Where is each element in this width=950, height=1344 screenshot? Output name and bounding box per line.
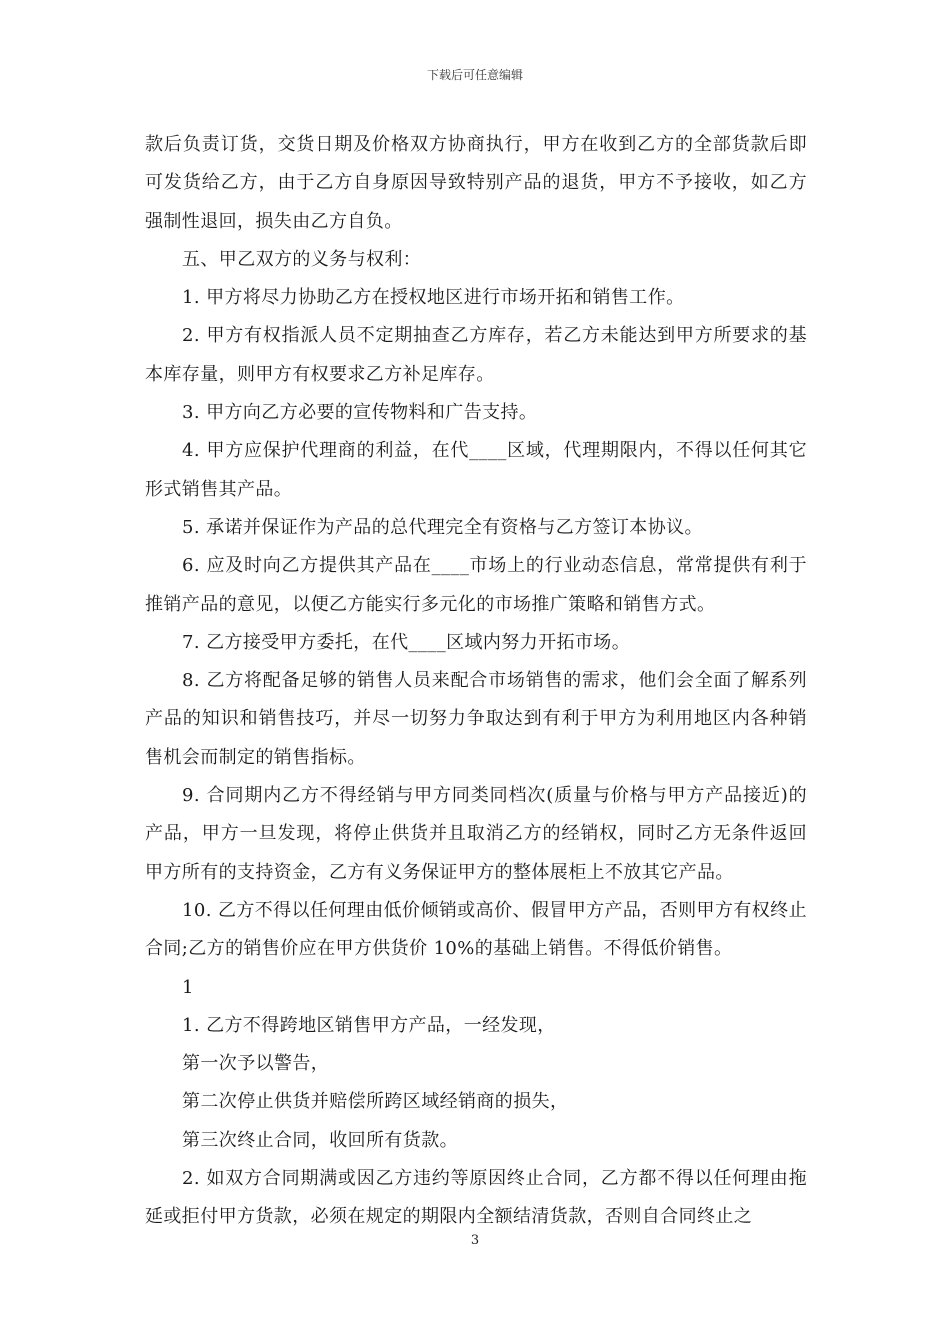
paragraph: 7. 乙方接受甲方委托，在代____区域内努力开拓市场。 <box>182 631 631 653</box>
page-number: 3 <box>470 1233 480 1248</box>
paragraph: 3. 甲方向乙方必要的宣传物料和广告支持。 <box>182 402 538 424</box>
paragraph: 2. 如双方合同期满或因乙方违约等原因终止合同，乙方都不得以任何理由拖延或拒付甲方货款，必须在规定的期限内全额结清货款，否则自合同终止之 <box>145 1168 807 1228</box>
paragraph: 4. 甲方应保护代理商的利益，在代____区域，代理期限内，不得以任何其它形式销售其产品。 <box>145 440 807 500</box>
document-body <box>145 126 807 1237</box>
page-header: 下载后可任意编辑 <box>426 68 523 82</box>
paragraph: 2. 甲方有权指派人员不定期抽查乙方库存，若乙方未能达到甲方所要求的基本库存量，则甲方有权要求乙方补足库存。 <box>145 325 807 385</box>
paragraph: 8. 乙方将配备足够的销售人员来配合市场销售的需求，他们会全面了解系列产品的知识和销售技巧，并尽一切努力争取达到有利于甲方为利用地区内各种销售机会而制定的销售指标。 <box>145 670 807 768</box>
paragraph-continuation: 款后负责订货，交货日期及价格双方协商执行，甲方在收到乙方的全部货款后即可发货给乙方，由于乙方自身原因导致特别产品的退货，甲方不予接收，如乙方强制性退回，损失由乙方自负。 <box>145 134 807 232</box>
section-heading: 五、甲乙双方的义务与权利： <box>182 248 422 270</box>
paragraph: 第二次停止供货并赔偿所跨区域经销商的损失， <box>182 1091 569 1113</box>
paragraph: 10. 乙方不得以任何理由低价倾销或高价、假冒甲方产品，否则甲方有权终止合同;乙方的销售价应在甲方供货价 10%的基础上销售。不得低价销售。 <box>145 899 807 960</box>
paragraph: 5. 承诺并保证作为产品的总代理完全有资格与乙方签订本协议。 <box>182 516 703 538</box>
paragraph: 9. 合同期内乙方不得经销与甲方同类同档次(质量与价格与甲方产品接近)的产品，甲方一旦发现，将停止供货并且取消乙方的经销权，同时乙方无条件返回甲方所有的支持资金，乙方有义务保证甲方的整体展柜上不放其它产品。 <box>145 785 807 883</box>
paragraph: 第一次予以警告， <box>182 1053 330 1075</box>
section-number: 1 <box>182 976 194 998</box>
paragraph: 1. 乙方不得跨地区销售甲方产品，一经发现， <box>182 1014 556 1036</box>
paragraph: 1. 甲方将尽力协助乙方在授权地区进行市场开拓和销售工作。 <box>182 287 685 309</box>
paragraph: 6. 应及时向乙方提供其产品在____市场上的行业动态信息，常常提供有利于推销产品的意见，以便乙方能实行多元化的市场推广策略和销售方式。 <box>145 555 807 615</box>
paragraph: 第三次终止合同，收回所有货款。 <box>182 1129 458 1151</box>
